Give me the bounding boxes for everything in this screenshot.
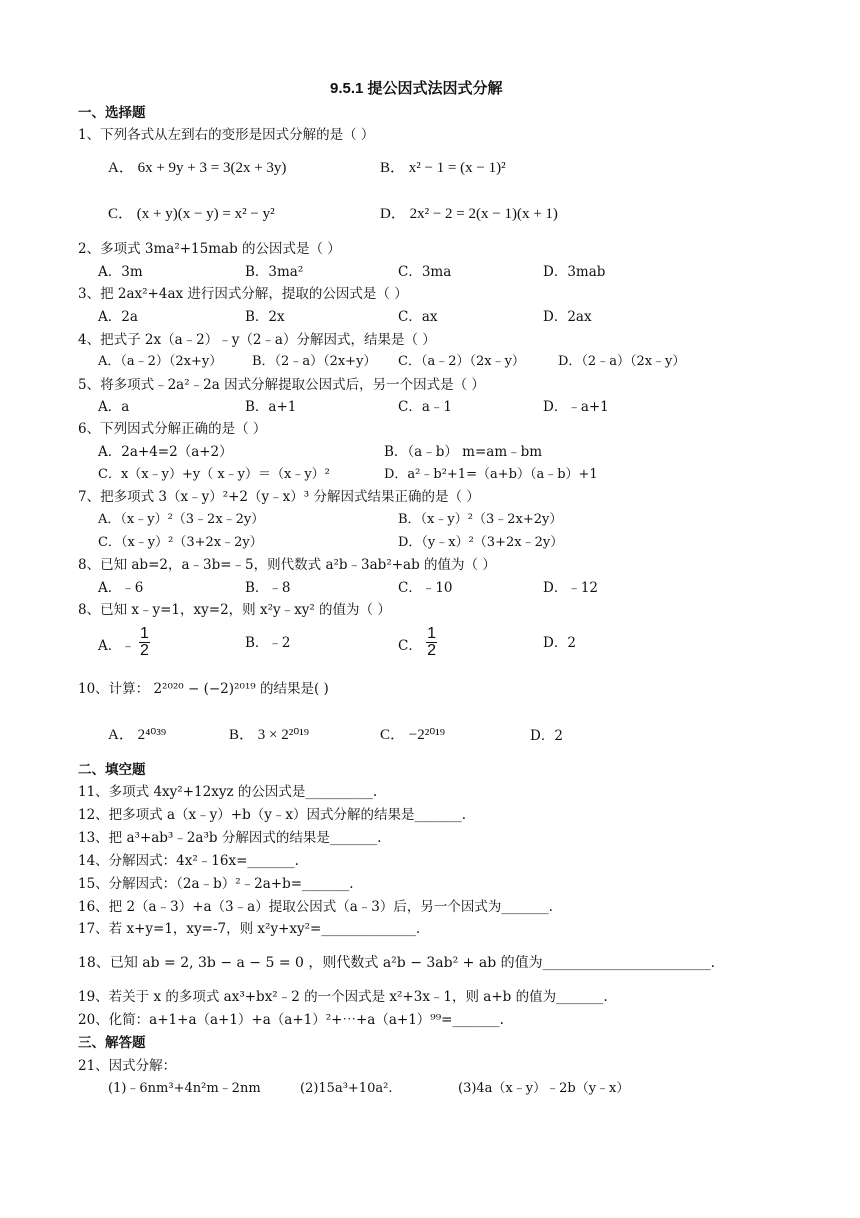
fill-question-14: 14、分解因式：4x²﹣16x=_______. [78,853,299,869]
question-4-stem: 4、把式子 2x（a﹣2）﹣y（2﹣a）分解因式，结果是（ ） [78,332,436,348]
question-10-option-d: D．2 [530,728,563,744]
question-8a-option-d: D．﹣12 [543,580,599,596]
fraction-numerator: 1 [140,625,149,642]
fill-question-17: 17、若 x+y=1，xy=-7，则 x²y+xy²=______________. [78,921,421,937]
question-8b-stem: 8、已知 x﹣y=1，xy=2，则 x²y﹣xy² 的值为（ ） [78,602,391,618]
question-21-part-1: (1)﹣6nm³+4n²m﹣2nm [108,1081,261,1096]
question-7-stem: 7、把多项式 3（x﹣y）²+2（y﹣x）³ 分解因式结果正确的是（ ） [78,489,480,505]
question-1-stem: 1、下列各式从左到右的变形是因式分解的是（ ） [78,127,375,143]
section-heading-answer: 三、解答题 [78,1035,146,1050]
question-5-option-b: B．a+1 [245,399,297,415]
question-10-option-b: B． 3 × 2²⁰¹⁹ [229,727,309,743]
question-3-option-d: D．2ax [543,309,592,325]
question-7-option-d: D．（y﹣x）²（3+2x﹣2y） [398,535,564,550]
question-6-option-b: B．（a﹣b） m=am﹣bm [384,444,543,460]
question-4-option-d: D．（2﹣a）（2x﹣y） [558,354,686,369]
question-2-option-a: A．3m [98,264,143,280]
question-1-option-d: D． 2x² − 2 = 2(x − 1)(x + 1) [380,206,558,222]
question-2-option-c: C．3ma [398,264,452,280]
question-7-option-c: C．（x﹣y）²（3+2x﹣2y） [98,535,263,550]
question-8a-stem: 8、已知 ab=2，a﹣3b=﹣5，则代数式 a²b﹣3ab²+ab 的值为（ ） [78,557,496,573]
question-21-part-2: (2)15a³+10a². [300,1081,393,1096]
question-3-stem: 3、把 2ax²+4ax 进行因式分解，提取的公因式是（ ） [78,286,408,302]
question-10-option-c: C． −2²⁰¹⁹ [380,727,445,743]
fraction-one-half [139,626,150,659]
question-1-option-a: A． 6x + 9y + 3 = 3(2x + 3y) [108,160,287,176]
question-10-stem: 10、计算： 2²⁰²⁰ − (−2)²⁰¹⁹ 的结果是( ) [78,681,329,697]
question-21-stem: 21、因式分解： [78,1058,177,1074]
question-4-option-a: A．（a﹣2）（2x+y） [98,354,223,369]
question-8b-option-c [398,625,437,659]
question-2-option-b: B．3ma² [245,264,304,280]
fraction-one-half [426,626,437,659]
question-5-option-a: A．a [98,399,130,415]
question-8b-option-b: B．﹣2 [245,635,291,651]
question-10-option-a: A． 2⁴⁰³⁹ [108,727,167,743]
question-8a-option-c: C．﹣10 [398,580,453,596]
question-21-part-3: (3)4a（x﹣y）﹣2b（y﹣x） [458,1081,630,1096]
question-5-option-d: D．﹣a+1 [543,399,609,415]
question-6-stem: 6、下列因式分解正确的是（ ） [78,421,267,437]
question-8b-option-a [98,625,150,659]
question-1-option-c: C． (x + y)(x − y) = x² − y² [108,206,275,222]
question-4-option-c: C．（a﹣2）（2x﹣y） [398,354,525,369]
fill-question-15: 15、分解因式：（2a﹣b）²﹣2a+b=_______. [78,876,354,892]
question-5-option-c: C．a﹣1 [398,399,452,415]
question-7-option-a: A．（x﹣y）²（3﹣2x﹣2y） [98,512,265,527]
question-3-option-b: B．2x [245,309,285,325]
fill-question-11: 11、多项式 4xy²+12xyz 的公因式是__________. [78,784,378,800]
question-8a-option-b: B．﹣8 [245,580,291,596]
page-title: 9.5.1 提公因式法因式分解 [330,80,503,97]
fill-question-19: 19、若关于 x 的多项式 ax³+bx²﹣2 的一个因式是 x²+3x﹣1，则 a+b 的值为_______. [78,989,608,1005]
section-heading-choice: 一、选择题 [78,105,146,120]
fill-question-18: 18、已知 ab = 2, 3b − a − 5 = 0 ，则代数式 a²b − 3ab² + ab 的值为________________________. [78,955,716,971]
question-4-option-b: B．（2﹣a）（2x+y） [252,354,377,369]
fill-question-20: 20、化简：a+1+a（a+1）+a（a+1）²+⋯+a（a+1）⁹⁹=_______. [78,1012,504,1028]
question-7-option-b: B．（x﹣y）²（3﹣2x+2y） [398,512,563,527]
question-2-option-d: D．3mab [543,264,606,280]
question-8b-option-d: D．2 [543,635,576,651]
question-1-option-b: B． x² − 1 = (x − 1)² [380,160,506,176]
question-8b-option-c-label: C． [398,638,422,654]
fraction-denominator: 2 [140,642,149,659]
fill-question-13: 13、把 a³+ab³﹣2a³b 分解因式的结果是_______. [78,830,382,846]
question-8b-option-a-label: A．﹣ [98,638,135,654]
question-3-option-c: C．ax [398,309,438,325]
fill-question-16: 16、把 2（a﹣3）+a（3﹣a）提取公因式（a﹣3）后，另一个因式为_______. [78,899,553,915]
question-6-option-a: A．2a+4=2（a+2） [98,444,233,460]
section-heading-fill: 二、填空题 [78,762,146,777]
question-3-option-a: A．2a [98,309,138,325]
question-2-stem: 2、多项式 3ma²+15mab 的公因式是（ ） [78,241,341,257]
fraction-denominator: 2 [427,642,437,659]
fraction-numerator: 1 [427,625,437,642]
fill-question-12: 12、把多项式 a（x﹣y）+b（y﹣x）因式分解的结果是_______. [78,807,466,823]
question-6-option-c: C．x（x﹣y）+y（ x﹣y）＝（x﹣y）² [98,467,330,482]
question-6-option-d: D．a²﹣b²+1=（a+b）（a﹣b）+1 [384,467,598,482]
question-8a-option-a: A．﹣6 [98,580,144,596]
question-5-stem: 5、将多项式﹣2a²﹣2a 因式分解提取公因式后，另一个因式是（ ） [78,377,485,393]
